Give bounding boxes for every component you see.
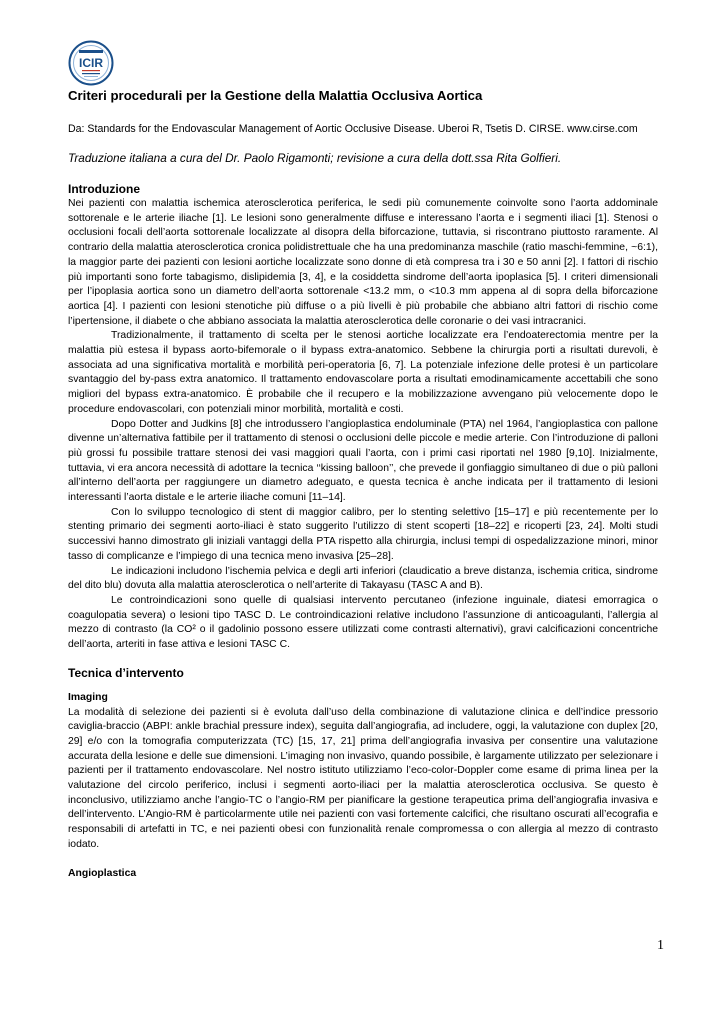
subheading-angioplastica: Angioplastica bbox=[68, 867, 137, 879]
translation-credit: Traduzione italiana a cura del Dr. Paolo Rigamonti; revisione a cura della dott.ssa Rita Golfieri. bbox=[68, 151, 562, 165]
intro-paragraph: Nei pazienti con malattia ischemica aterosclerotica periferica, le sedi più comunemente coinvolte sono l’aorta addominale sottorenale e le arterie iliache [1]. Le lesioni sono generalmente diffuse e interessano l’aorta e i segmenti iliaci [1]. Stenosi o occlusioni focali dell’aorta sottorenale localizzate al disopra della biforcazione, tuttavia, si riscontrano piuttosto raramente. Al contrario della malattia aterosclerotica cronica polidistrettuale che ha una predominanza maschile (ratio maschi-femmine, ~6:1), la maggior parte dei pazienti con lesioni aortiche localizzate sono donne di età compresa tra i 30 e 50 anni [2]. I fattori di rischio più importanti sono forte tabagismo, dislipidemia [3, 4], e la cosiddetta sindrome dell’aorta ipoplasica [5]. I criteri dimensionali per l’ipoplasia aortica sono un diametro dell’aorta sottorenale <13.2 mm, o <10.3 mm appena al di sopra della biforcazione aortica [4]. I pazienti con lesioni stenotiche più diffuse o a più livelli è più probabile che abbiano altri fattori di rischio come l’ipertensione, il diabete o che abbiano associata la malattia aterosclerotica delle coronarie o dei vasi intracranici. bbox=[68, 198, 658, 327]
source-citation: Da: Standards for the Endovascular Management of Aortic Occlusive Disease. Uberoi R, Tsetis D. CIRSE. www.cirse.com bbox=[68, 123, 638, 135]
section-heading-tecnica: Tecnica d’intervento bbox=[68, 665, 184, 680]
document-content bbox=[68, 88, 658, 881]
intro-paragraph: Con lo sviluppo tecnologico di stent di maggior calibro, per lo stenting selettivo [15–17] e più recentemente per lo stenting primario dei segmenti aorto-iliaci è stato suggerito l’utilizzo di stent scoperti [18–22] e ricoperti [23, 24]. Molti studi successivi hanno dimostrato gli iniziali vantaggi della PTA rispetto alla chirurgia, inclusi tempi di ospedalizzazione minori, minor tasso di complicanze e l’impiego di una tecnica meno invasiva [25–28]. bbox=[68, 506, 658, 562]
icir-logo bbox=[68, 40, 114, 86]
intro-paragraph: Tradizionalmente, il trattamento di scelta per le stenosi aortiche localizzate era l’endoaterectomia mentre per la malattia più estesa il bypass aorto-bifemorale o il bypass extra-anatomico. Sebbene la chirurgia porti a risultati durevoli, è associata ad una significativa mortalità e morbilità peri-operatoria [6, 7]. La potenziale infezione delle protesi è un particolare svantaggio del by-pass extra anatomico. Il trattamento endovascolare porta a risultati emodinamicamente accettabili che sono migliori del bypass extra-anatomico. È probabile che il recupero e la mobilizzazione avvengano più velocemente dopo le procedure endovascolari, con potenziali minor morbilità, mortalità e costi. bbox=[68, 330, 658, 415]
logo-text: ICIR bbox=[79, 56, 103, 70]
subheading-imaging: Imaging bbox=[68, 691, 108, 703]
page-number: 1 bbox=[657, 938, 664, 953]
intro-paragraph: Le indicazioni includono l’ischemia pelvica e degli arti inferiori (claudicatio a breve distanza, ischemia critica, sindrome del dito blu) dovuta alla malattia aterosclerotica o nell’arterite di Takayasu (TASC A and B). bbox=[68, 565, 658, 592]
section-heading-introduzione: Introduzione bbox=[68, 182, 140, 196]
page-title: Criteri procedurali per la Gestione della Malattia Occlusiva Aortica bbox=[68, 88, 483, 103]
imaging-paragraph: La modalità di selezione dei pazienti si è evoluta dall’uso della combinazione di valutazione clinica e dell’indice pressorio caviglia-braccio (ABPI: ankle brachial pressure index), seguita dall’angiografia, ad includere, oggi, la valutazione con duplex [20, 29] e/o con la tomografia computerizzata (TC) [15, 17, 21] prima dell’angiografia invasiva per consentire una valutazione accurata della lesione e delle sue dimensioni. L’imaging non invasivo, quando possibile, è largamente utilizzato per selezionare i pazienti per il trattamento endovascolare. Nel nostro istituto utilizziamo l’eco-color-Doppler come esame di prima linea per la valutazione del circolo periferico, inclusi i segmenti aorto-iliaci per la malattia aterosclerotica occlusiva. Se questo è inconclusivo, utilizziamo anche l’angio-TC o l’angio-RM per pianificare la gestione terapeutica prima dell’angiografia invasiva e dell’intervento. L’Angio-RM è particolarmente utile nei pazienti con vasi fortemente calcifici, che risultano oscurati all’ecografia e responsabili di artefatti in TC, e nei pazienti obesi con funzionalità renale compromessa o con allergia al mezzo di contrasto iodato. bbox=[68, 706, 658, 850]
intro-paragraph: Le controindicazioni sono quelle di qualsiasi intervento percutaneo (infezione inguinale, diatesi emorragica o coagulopatia severa) o lesioni tipo TASC D. Le controindicazioni relative includono l’assunzione di anticoagulanti, l’allergia al mezzo di contrasto (la CO² o il gadolinio possono essere utilizzati come contrasti alternativi), gravi calcificazioni concentriche dell’aorta, arteriti in fase attiva e lesioni TASC C. bbox=[68, 594, 658, 651]
intro-paragraph: Dopo Dotter and Judkins [8] che introdussero l’angioplastica endoluminale (PTA) nel 1964, l’angioplastica con pallone divenne un’alternativa fattibile per il trattamento di stenosi o occlusioni delle piccole e medie arterie. Con l’introduzione di palloni più grossi fu possibile trattare stenosi dei vasi maggiori quali l’aorta, con i primi casi riportati nel 1980 [9,10]. Inizialmente, tuttavia, vi era ancora necessità di adottare la tecnica ‘‘kissing balloon’’, che prevede il gonfiaggio simultaneo di due o più palloni all’interno dell’aorta per raggiungere un diametro adeguato, e questa tecnica è anche indicata per il trattamento di lesioni interessanti l’aorta distale e le arterie iliache comuni [11–14]. bbox=[68, 418, 658, 504]
